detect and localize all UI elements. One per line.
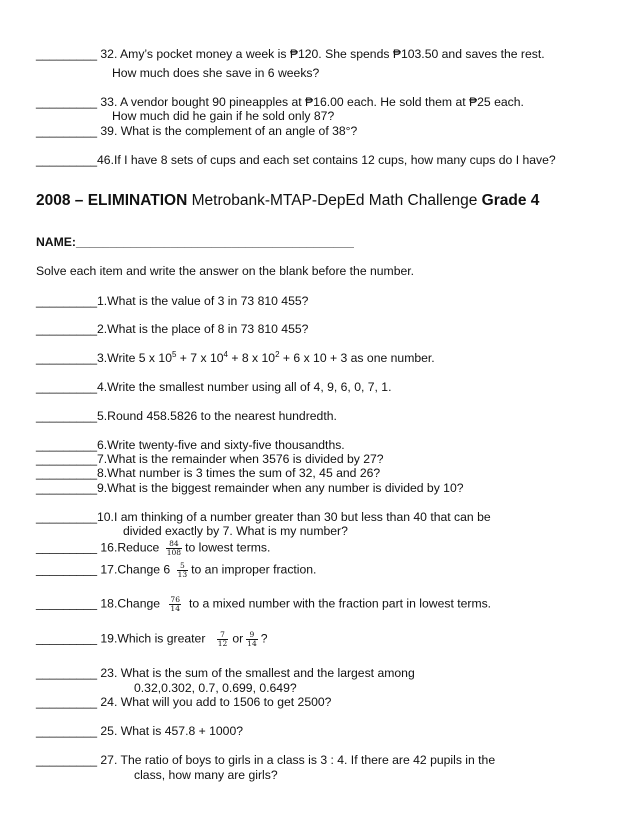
numerator: 7: [220, 630, 225, 639]
fraction-9-14: [246, 631, 258, 648]
q18-text-end: to a mixed number with the fraction part in lowest terms.: [188, 596, 492, 611]
question-8: _________8.What number is 3 times the sum of 32, 45 and 26?: [36, 466, 381, 480]
q3-text-d: + 6 x 10 + 3 as one number.: [279, 351, 435, 365]
title-grade: Grade 4: [481, 192, 540, 209]
question-46: [36, 153, 556, 167]
question-6: _________6.Write twenty-five and sixty-five thousandths.: [36, 438, 345, 452]
question-text: 33. A vendor bought 90 pineapples at ₱16.00 each. He sold them at ₱25 each.: [97, 95, 524, 109]
q19-text: _________ 19.Which is greater: [36, 631, 209, 646]
question-9: _________9.What is the biggest remainder when any number is divided by 10?: [36, 481, 464, 495]
name-field: NAME:_________________________________________: [36, 235, 354, 249]
question-18: [36, 596, 491, 613]
question-7: _________7.What is the remainder when 3576 is divided by 27?: [36, 452, 384, 466]
q3-text-a: _________3.Write 5 x 10: [36, 351, 172, 365]
fraction-84-108: [166, 540, 182, 557]
question-32-continuation: How much does she save in 6 weeks?: [112, 66, 320, 80]
question-24: _________ 24. What will you add to 1506 to get 2500?: [36, 695, 332, 709]
fraction-5-13: [177, 562, 189, 579]
question-23-continuation: 0.32,0.302, 0.7, 0.699, 0.649?: [134, 681, 297, 695]
question-23: _________ 23. What is the sum of the smallest and the largest among: [36, 666, 415, 680]
answer-blank: _________: [36, 153, 98, 167]
fraction-76-14: [169, 596, 181, 613]
q18-text: _________ 18.Change: [36, 596, 164, 611]
q16-text-end: to lowest terms.: [185, 540, 271, 555]
numerator: 9: [249, 630, 255, 639]
q3-exponent-1: 5: [171, 349, 177, 359]
denominator: 13: [177, 570, 188, 579]
question-16: [36, 540, 270, 557]
answer-blank: _________: [36, 124, 98, 138]
question-10-continuation: divided exactly by 7. What is my number?: [123, 524, 348, 538]
q3-text-b: + 7 x 10: [176, 351, 224, 365]
q16-text: _________ 16.Reduce: [36, 540, 163, 555]
numerator: 76: [170, 595, 180, 604]
numerator: 84: [169, 539, 179, 548]
question-32: [36, 47, 545, 61]
denominator: 14: [170, 604, 180, 613]
q3-text-c: + 8 x 10: [227, 351, 276, 365]
numerator: 5: [179, 561, 185, 570]
question-39: [36, 124, 357, 138]
question-10: _________10.I am thinking of a number greater than 30 but less than 40 that can be: [36, 510, 491, 524]
question-text: 32. Amy’s pocket money a week is ₱120. She spends ₱103.50 and saves the rest.: [97, 47, 545, 61]
question-2: _________2.What is the place of 8 in 73 810 455?: [36, 322, 309, 336]
fraction-7-12: [217, 631, 229, 648]
question-text: 46.If I have 8 sets of cups and each set contains 12 cups, how many cups do I have?: [97, 153, 556, 167]
denominator: 12: [217, 639, 228, 648]
question-33: [36, 95, 524, 109]
question-1: _________1.What is the value of 3 in 73 810 455?: [36, 294, 309, 308]
question-25: _________ 25. What is 457.8 + 1000?: [36, 724, 244, 738]
title-contest: Metrobank-MTAP-DepEd Math Challenge: [187, 192, 482, 209]
page-title: [36, 192, 539, 210]
q3-exponent-3: 2: [275, 349, 280, 359]
q3-exponent-2: 4: [223, 349, 228, 359]
title-elimination: 2008 – ELIMINATION: [36, 192, 188, 209]
question-33-continuation: How much did he gain if he sold only 87?: [112, 109, 335, 123]
answer-blank: _________: [36, 47, 98, 61]
question-4: _________4.Write the smallest number using all of 4, 9, 6, 0, 7, 1.: [36, 380, 392, 394]
question-19: [36, 631, 268, 648]
question-27-continuation: class, how many are girls?: [134, 768, 278, 782]
q19-text-end: ?: [260, 631, 268, 646]
q19-or: or: [232, 631, 244, 646]
denominator: 108: [166, 548, 182, 557]
q17-text: _________ 17.Change 6: [36, 562, 174, 577]
question-text: 39. What is the complement of an angle of 38°?: [97, 124, 358, 138]
denominator: 14: [247, 639, 257, 648]
question-5: _________5.Round 458.5826 to the nearest hundredth.: [36, 409, 337, 423]
instructions: Solve each item and write the answer on the blank before the number.: [36, 264, 415, 278]
question-27: _________ 27. The ratio of boys to girls in a class is 3 : 4. If there are 42 pupils in the: [36, 753, 496, 767]
answer-blank: _________: [36, 95, 98, 109]
question-17: [36, 562, 316, 579]
q17-text-end: to an improper fraction.: [191, 562, 317, 577]
question-3: [36, 351, 435, 365]
